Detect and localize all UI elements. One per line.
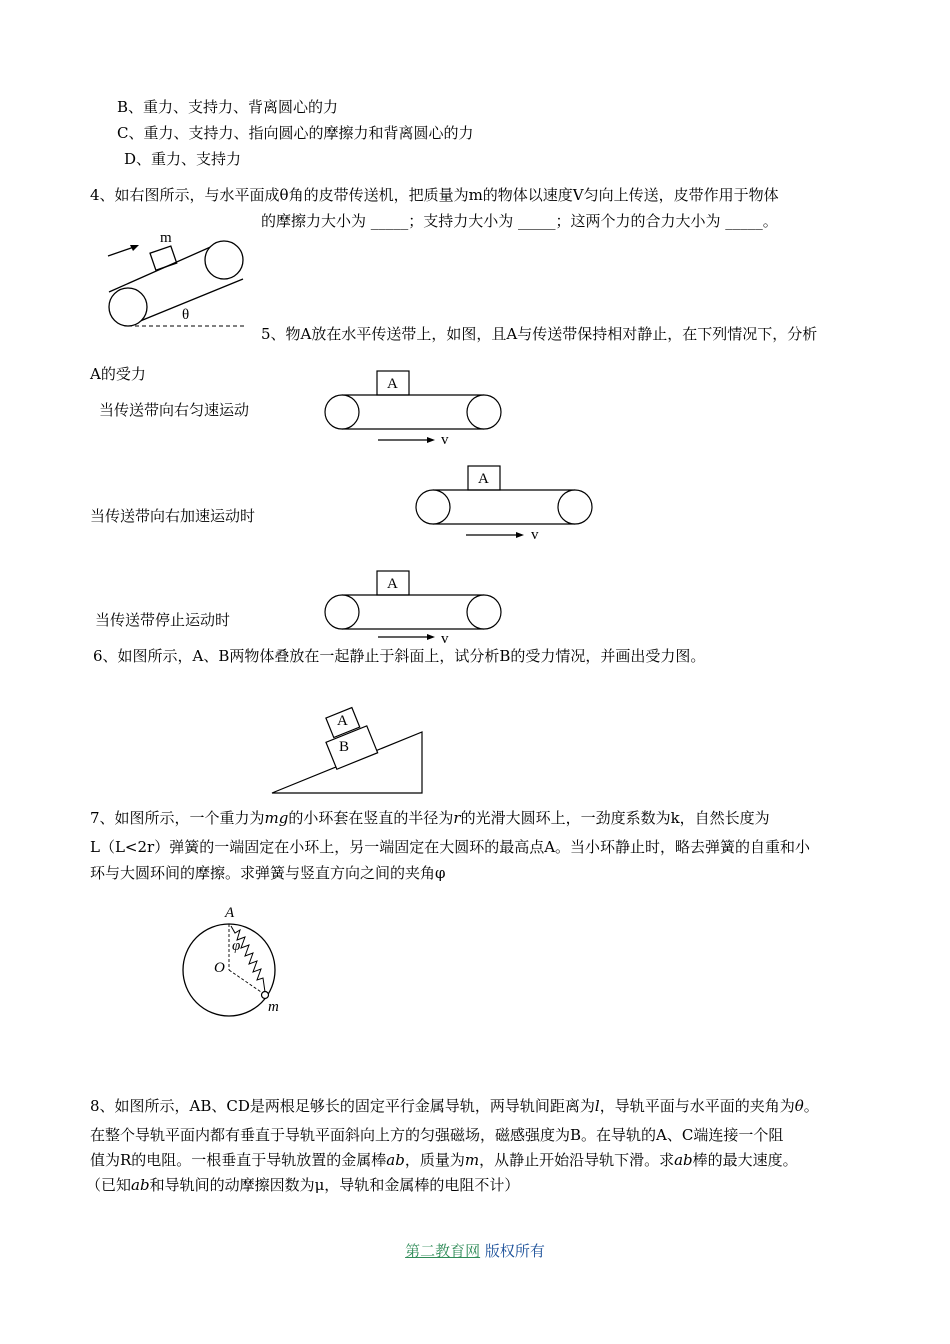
q5-text-line2: A的受力 (90, 365, 146, 383)
block-b-label: B (339, 739, 350, 755)
velocity-arrow (108, 247, 134, 256)
left-pulley (325, 395, 359, 429)
box-a-label: A (387, 576, 398, 592)
footer-copyright: 版权所有 (480, 1242, 545, 1260)
label-m: m (268, 999, 279, 1015)
box-a-label: A (478, 471, 489, 487)
q5-belt-diagram-2 (414, 466, 594, 546)
velocity-label: v (441, 432, 449, 448)
q7-text-line2: L（L<2r）弹簧的一端固定在小环上，另一端固定在大圆环的最高点A。当小环静止时，略去弹簧的自重和小 (90, 838, 811, 856)
radius-to-ring (229, 970, 264, 994)
q4-text-line2: 的摩擦力大小为 _____；支持力大小为 _____；这两个力的合力大小为 _____。 (261, 212, 778, 230)
q5-case3-label: 当传送带停止运动时 (95, 611, 231, 629)
label-o: O (214, 960, 225, 976)
velocity-arrow-head (427, 437, 435, 443)
q7-text-line1: 7、如图所示，一个重力为mg的小环套在竖直的半径为r的光滑大圆环上，一劲度系数为k，自然长度为 (90, 809, 770, 827)
q3-option-c: C、重力、支持力、指向圆心的摩擦力和背离圆心的力 (117, 124, 474, 142)
block-a-label: A (337, 713, 348, 729)
lower-pulley (109, 288, 147, 326)
small-ring (262, 992, 269, 999)
q5-text-line1: 5、物A放在水平传送带上，如图，且A与传送带保持相对静止，在下列情况下，分析 (261, 325, 818, 343)
upper-pulley (205, 241, 243, 279)
q7-text-line3: 环与大圆环间的摩擦。求弹簧与竖直方向之间的夹角φ (90, 864, 446, 882)
q8-text-line2: 在整个导轨平面内都有垂直于导轨平面斜向上方的匀强磁场，磁感强度为B。在导轨的A、C端连接一个阻 (90, 1126, 784, 1144)
right-pulley (558, 490, 592, 524)
left-pulley (416, 490, 450, 524)
q8-text-line1: 8、如图所示，AB、CD是两根足够长的固定平行金属导轨，两导轨间距离为l，导轨平面与水平面的夹角为θ。 (90, 1097, 819, 1115)
q4-inclined-belt-diagram (100, 225, 260, 335)
q6-incline-diagram (270, 700, 430, 800)
label-phi: φ (232, 938, 241, 954)
label-a: A (225, 905, 235, 921)
q8-text-line4: （已知ab和导轨间的动摩擦因数为μ，导轨和金属棒的电阻不计） (86, 1176, 520, 1194)
mass-block (150, 246, 177, 270)
velocity-label: v (441, 631, 449, 647)
q5-belt-diagram-1 (323, 369, 503, 449)
right-pulley (467, 395, 501, 429)
q7-circle-diagram (175, 900, 285, 1030)
q5-belt-diagram-3 (323, 570, 503, 650)
mass-label: m (160, 230, 172, 246)
velocity-arrow-head (516, 532, 524, 538)
left-pulley (325, 595, 359, 629)
q3-option-b: B、重力、支持力、背离圆心的力 (117, 98, 339, 116)
q8-text-line3: 值为R的电阻。一根垂直于导轨放置的金属棒ab，质量为m，从静止开始沿导轨下滑。求ab棒的最大速度。 (90, 1151, 798, 1169)
q6-text: 6、如图所示，A、B两物体叠放在一起静止于斜面上，试分析B的受力情况，并画出受力图。 (93, 647, 706, 665)
q4-text-line1: 4、如右图所示，与水平面成θ角的皮带传送机，把质量为m的物体以速度V匀向上传送，皮带作用于物体 (90, 186, 779, 204)
right-pulley (467, 595, 501, 629)
q5-case1-label: 当传送带向右匀速运动 (99, 401, 250, 419)
q3-option-d: D、重力、支持力 (124, 150, 242, 168)
q5-case2-label: 当传送带向右加速运动时 (90, 507, 256, 525)
box-a-label: A (387, 376, 398, 392)
velocity-label: v (531, 527, 539, 543)
footer (0, 1240, 950, 1261)
footer-link[interactable]: 第二教育网 (405, 1242, 481, 1260)
angle-label: θ (182, 307, 190, 323)
velocity-arrow-head (427, 634, 435, 640)
